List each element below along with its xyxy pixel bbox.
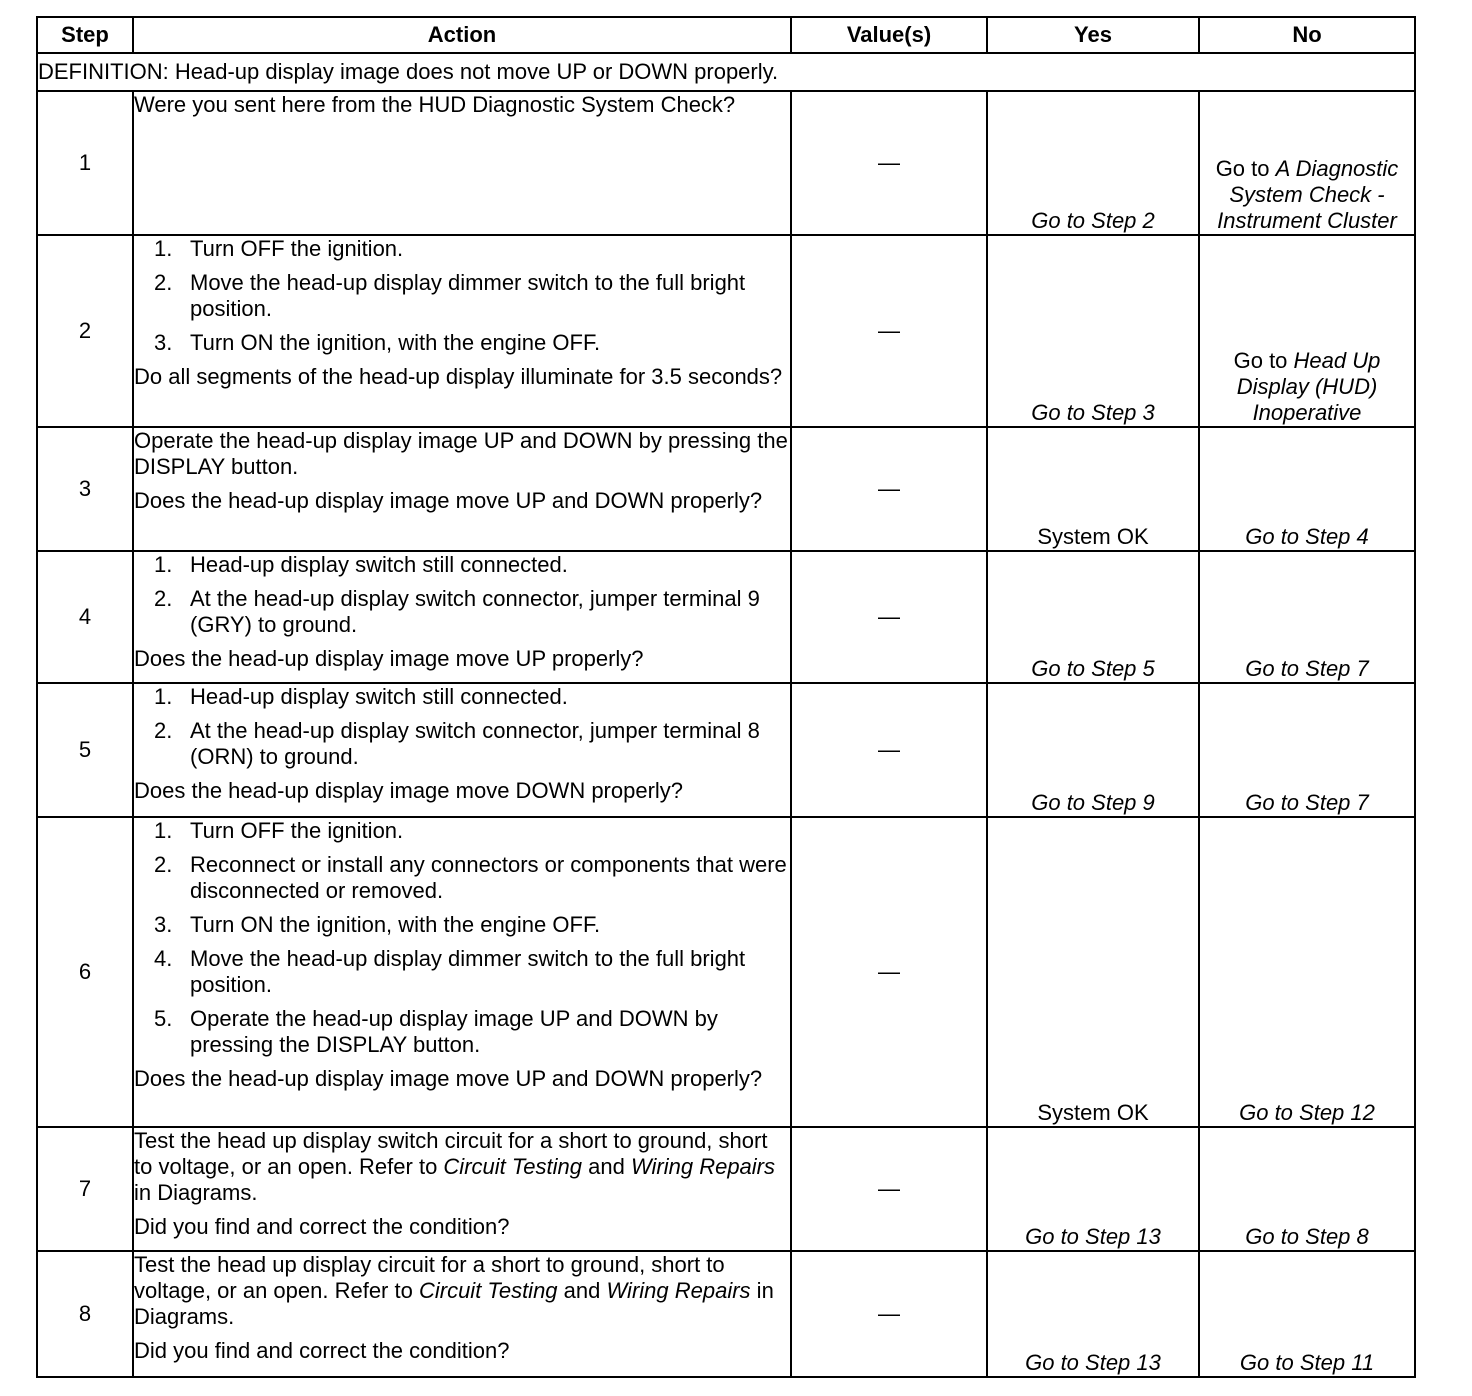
step-number: 7 — [37, 1127, 133, 1251]
step-row — [37, 817, 1415, 1127]
definition-text: DEFINITION: Head-up display image does not move UP or DOWN properly. — [37, 53, 1415, 91]
text-run: Reconnect or install any connectors or components that were disconnected or removed. — [190, 852, 787, 903]
header-row — [37, 17, 1415, 53]
text-run: Go to Step 2 — [1031, 208, 1155, 233]
step-row — [37, 235, 1415, 427]
text-run: Does the head-up display image move UP and DOWN properly? — [134, 488, 763, 513]
text-run: Go to Step 7 — [1245, 790, 1369, 815]
text-run: Do all segments of the head-up display illuminate for 3.5 seconds? — [134, 364, 783, 389]
yes-cell — [987, 235, 1199, 427]
action-cell — [133, 551, 791, 683]
no-cell — [1199, 91, 1415, 235]
instruction-text — [190, 852, 787, 903]
instruction-number: 4. — [154, 946, 173, 971]
action-cell — [133, 1127, 791, 1251]
text-run: A Diagnostic System Check - Instrument Cluster — [1217, 156, 1399, 233]
instruction-number: 1. — [154, 818, 173, 843]
text-run: Go to Step 13 — [1025, 1224, 1161, 1249]
header-yes: Yes — [987, 17, 1199, 53]
text-run: Go to Step 8 — [1245, 1224, 1369, 1249]
instruction-item — [134, 912, 790, 938]
text-run: Did you find and correct the condition? — [134, 1338, 510, 1363]
yes-cell — [987, 551, 1199, 683]
text-run: and — [582, 1154, 631, 1179]
instruction-number: 1. — [154, 684, 173, 709]
action-cell — [133, 1251, 791, 1377]
instruction-text — [190, 684, 568, 709]
text-run: Head-up display switch still connected. — [190, 552, 568, 577]
text-run: System OK — [1037, 1100, 1149, 1125]
action-cell — [133, 683, 791, 817]
instruction-number: 3. — [154, 912, 173, 937]
action-text — [134, 778, 790, 804]
text-run: Does the head-up display image move UP and DOWN properly? — [134, 1066, 763, 1091]
yes-cell — [987, 683, 1199, 817]
text-run: At the head-up display switch connector, jumper terminal 8 (ORN) to ground. — [190, 718, 760, 769]
text-run: Go to Step 13 — [1025, 1350, 1161, 1375]
action-text — [134, 1252, 790, 1330]
step-row — [37, 1127, 1415, 1251]
step-row — [37, 427, 1415, 551]
value-cell — [791, 427, 987, 551]
instruction-item — [134, 552, 790, 578]
action-text — [134, 1338, 790, 1364]
instruction-text — [190, 330, 600, 355]
instruction-item — [134, 270, 790, 322]
text-run: Move the head-up display dimmer switch to the full bright position. — [190, 270, 746, 321]
yes-cell — [987, 1251, 1199, 1377]
instruction-number: 2. — [154, 586, 173, 611]
instruction-list — [134, 236, 790, 356]
value-cell — [791, 1251, 987, 1377]
text-run: Head-up display switch still connected. — [190, 684, 568, 709]
text-run: Test the head up display circuit for a short to ground, short to voltage, or an open. Refer to — [134, 1252, 725, 1303]
instruction-item — [134, 946, 790, 998]
text-run: Go to — [1215, 156, 1276, 181]
instruction-number: 2. — [154, 270, 173, 295]
instruction-number: 2. — [154, 718, 173, 743]
step-number: 8 — [37, 1251, 133, 1377]
text-run: in Diagrams. — [134, 1278, 774, 1329]
step-number: 3 — [37, 427, 133, 551]
step-number: 1 — [37, 91, 133, 235]
header-no: No — [1199, 17, 1415, 53]
step-number: 2 — [37, 235, 133, 427]
definition-row — [37, 53, 1415, 91]
text-run: At the head-up display switch connector, jumper terminal 9 (GRY) to ground. — [190, 586, 760, 637]
header-action: Action — [133, 17, 791, 53]
text-run: Turn ON the ignition, with the engine OFF. — [190, 330, 601, 355]
action-text — [134, 1128, 790, 1206]
instruction-text — [190, 818, 403, 843]
text-run: Does the head-up display image move UP properly? — [134, 646, 644, 671]
instruction-number: 2. — [154, 852, 173, 877]
instruction-text — [190, 586, 760, 637]
instruction-text — [190, 552, 568, 577]
value-cell — [791, 1127, 987, 1251]
instruction-item — [134, 684, 790, 710]
no-cell — [1199, 427, 1415, 551]
step-number: 5 — [37, 683, 133, 817]
text-run: in Diagrams. — [134, 1180, 258, 1205]
value-cell — [791, 683, 987, 817]
text-run: Turn ON the ignition, with the engine OFF. — [190, 912, 601, 937]
diagnostic-table — [36, 16, 1416, 1378]
text-run: Did you find and correct the condition? — [134, 1214, 510, 1239]
text-run: System OK — [1037, 524, 1149, 549]
value-dash: — — [878, 318, 900, 343]
text-run: Circuit Testing — [443, 1154, 582, 1179]
yes-cell — [987, 91, 1199, 235]
step-row — [37, 1251, 1415, 1377]
instruction-text — [190, 1006, 718, 1057]
instruction-item — [134, 718, 790, 770]
instruction-text — [190, 718, 760, 769]
text-run: Does the head-up display image move DOWN properly? — [134, 778, 684, 803]
text-run: Turn OFF the ignition. — [190, 818, 404, 843]
instruction-text — [190, 946, 745, 997]
action-text — [134, 1066, 790, 1092]
action-text — [134, 92, 790, 118]
instruction-list — [134, 684, 790, 770]
text-run: Test the head up display switch circuit for a short to ground, short to voltage, or an open. Refer to — [134, 1128, 768, 1179]
instruction-list — [134, 552, 790, 638]
text-run: Operate the head-up display image UP and DOWN by pressing the DISPLAY button. — [190, 1006, 718, 1057]
text-run: Go to Step 5 — [1031, 656, 1155, 681]
text-run: Move the head-up display dimmer switch to the full bright position. — [190, 946, 746, 997]
value-dash: — — [878, 150, 900, 175]
instruction-item — [134, 1006, 790, 1058]
no-cell — [1199, 817, 1415, 1127]
step-row — [37, 551, 1415, 683]
value-dash: — — [878, 1301, 900, 1326]
action-text — [134, 364, 790, 390]
instruction-item — [134, 818, 790, 844]
text-run: Go to Step 4 — [1245, 524, 1369, 549]
action-cell — [133, 817, 791, 1127]
step-number: 6 — [37, 817, 133, 1127]
instruction-number: 1. — [154, 236, 173, 261]
value-cell — [791, 235, 987, 427]
text-run: and — [557, 1278, 607, 1303]
text-run: Head Up Display (HUD) Inoperative — [1236, 348, 1381, 425]
text-run: Circuit Testing — [418, 1278, 558, 1303]
instruction-text — [190, 270, 745, 321]
no-cell — [1199, 235, 1415, 427]
text-run: Go to Step 9 — [1031, 790, 1155, 815]
yes-cell — [987, 1127, 1199, 1251]
instruction-list — [134, 818, 790, 1058]
step-row — [37, 91, 1415, 235]
text-run: Go to — [1233, 348, 1294, 373]
value-dash: — — [878, 604, 900, 629]
step-number: 4 — [37, 551, 133, 683]
no-cell — [1199, 1127, 1415, 1251]
value-dash: — — [878, 737, 900, 762]
text-run: Operate the head-up display image UP and DOWN by pressing the DISPLAY button. — [134, 428, 788, 479]
step-row — [37, 683, 1415, 817]
instruction-text — [190, 912, 600, 937]
action-text — [134, 428, 790, 480]
value-dash: — — [878, 476, 900, 501]
action-cell — [133, 427, 791, 551]
text-run: Go to Step 7 — [1245, 656, 1369, 681]
action-text — [134, 646, 790, 672]
instruction-number: 1. — [154, 552, 173, 577]
no-cell — [1199, 683, 1415, 817]
no-cell — [1199, 1251, 1415, 1377]
text-run: Go to Step 12 — [1239, 1100, 1375, 1125]
action-cell — [133, 235, 791, 427]
text-run: Turn OFF the ignition. — [190, 236, 404, 261]
text-run: Wiring Repairs — [606, 1278, 751, 1303]
value-cell — [791, 91, 987, 235]
yes-cell — [987, 427, 1199, 551]
value-dash: — — [878, 959, 900, 984]
header-step: Step — [37, 17, 133, 53]
action-text — [134, 1214, 790, 1240]
text-run: Go to Step 11 — [1239, 1350, 1375, 1375]
instruction-number: 3. — [154, 330, 173, 355]
text-run: Were you sent here from the HUD Diagnostic System Check? — [134, 92, 736, 117]
yes-cell — [987, 817, 1199, 1127]
no-cell — [1199, 551, 1415, 683]
instruction-item — [134, 852, 790, 904]
action-cell — [133, 91, 791, 235]
text-run: Wiring Repairs — [630, 1154, 776, 1179]
value-dash: — — [878, 1176, 900, 1201]
instruction-text — [190, 236, 403, 261]
instruction-item — [134, 586, 790, 638]
action-text — [134, 488, 790, 514]
header-values: Value(s) — [791, 17, 987, 53]
text-run: Go to Step 3 — [1031, 400, 1155, 425]
value-cell — [791, 551, 987, 683]
instruction-item — [134, 236, 790, 262]
instruction-item — [134, 330, 790, 356]
instruction-number: 5. — [154, 1006, 173, 1031]
value-cell — [791, 817, 987, 1127]
